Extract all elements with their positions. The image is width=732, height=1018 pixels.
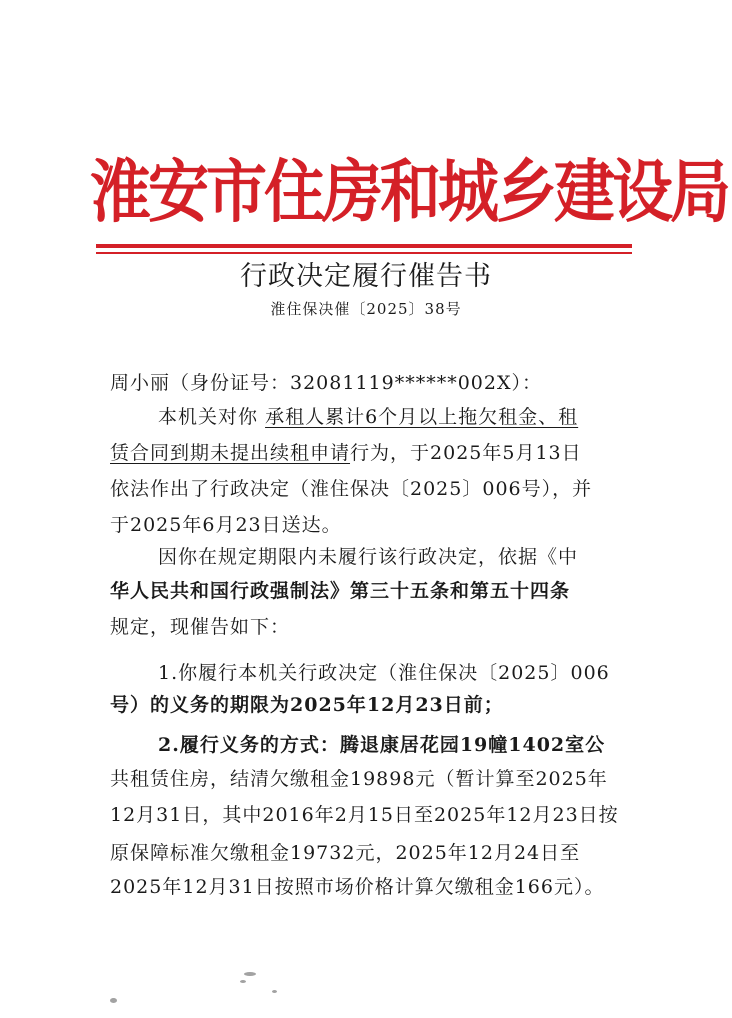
document-number: 淮住保决催〔2025〕38号 — [270, 300, 462, 318]
item-2-line-1: 2.履行义务的方式：腾退康居花园19幢1402室公 — [158, 734, 606, 756]
scan-smudge — [272, 990, 277, 993]
agency-masthead: 淮安市住房和城乡建设局 — [90, 152, 729, 233]
scan-smudge — [240, 980, 246, 983]
item-2-line-3: 12月31日，其中2016年2月15日至2025年12月23日按 — [110, 804, 619, 826]
item-1-line-1: 1.你履行本机关行政决定（淮住保决〔2025〕006 — [158, 662, 610, 684]
violation-underlined-b: 赁合同到期未提出续租申请 — [110, 442, 351, 464]
item-2-line-5: 2025年12月31日按照市场价格计算欠缴租金166元）。 — [110, 876, 605, 898]
red-rule-thick — [96, 244, 632, 248]
item-1-line-2: 号）的义务的期限为2025年12月23日前； — [110, 694, 504, 716]
paragraph-1-line-1 — [158, 402, 610, 432]
paragraph-2-line-2: 华人民共和国行政强制法》第三十五条和第五十四条 — [110, 580, 571, 602]
paragraph-1-line-2-rest: 行为，于2025年5月13日 — [350, 442, 582, 464]
paragraph-1-line-3: 依法作出了行政决定（淮住保决〔2025〕006号），并 — [110, 478, 593, 500]
scan-smudge — [110, 998, 117, 1003]
paragraph-1-line-2 — [110, 438, 610, 468]
red-rule-thin — [96, 252, 632, 254]
paragraph-2-line-1: 因你在规定期限内未履行该行政决定，依据《中 — [158, 546, 579, 568]
item-2-line-4: 原保障标准欠缴租金19732元，2025年12月24日至 — [110, 842, 581, 864]
paragraph-2-line-3: 规定，现催告如下： — [110, 616, 291, 638]
paragraph-1-prefix: 本机关对你 — [158, 406, 259, 428]
paragraph-1-line-4: 于2025年6月23日送达。 — [110, 514, 342, 536]
scan-smudge — [244, 972, 256, 976]
addressee-line: 周小丽（身份证号：32081119******002X）： — [110, 372, 542, 394]
document-title: 行政决定履行催告书 — [240, 261, 492, 292]
item-2-line-2: 共租赁住房，结清欠缴租金19898元（暂计算至2025年 — [110, 768, 608, 790]
violation-underlined-a: 承租人累计6个月以上拖欠租金、租 — [265, 406, 579, 428]
